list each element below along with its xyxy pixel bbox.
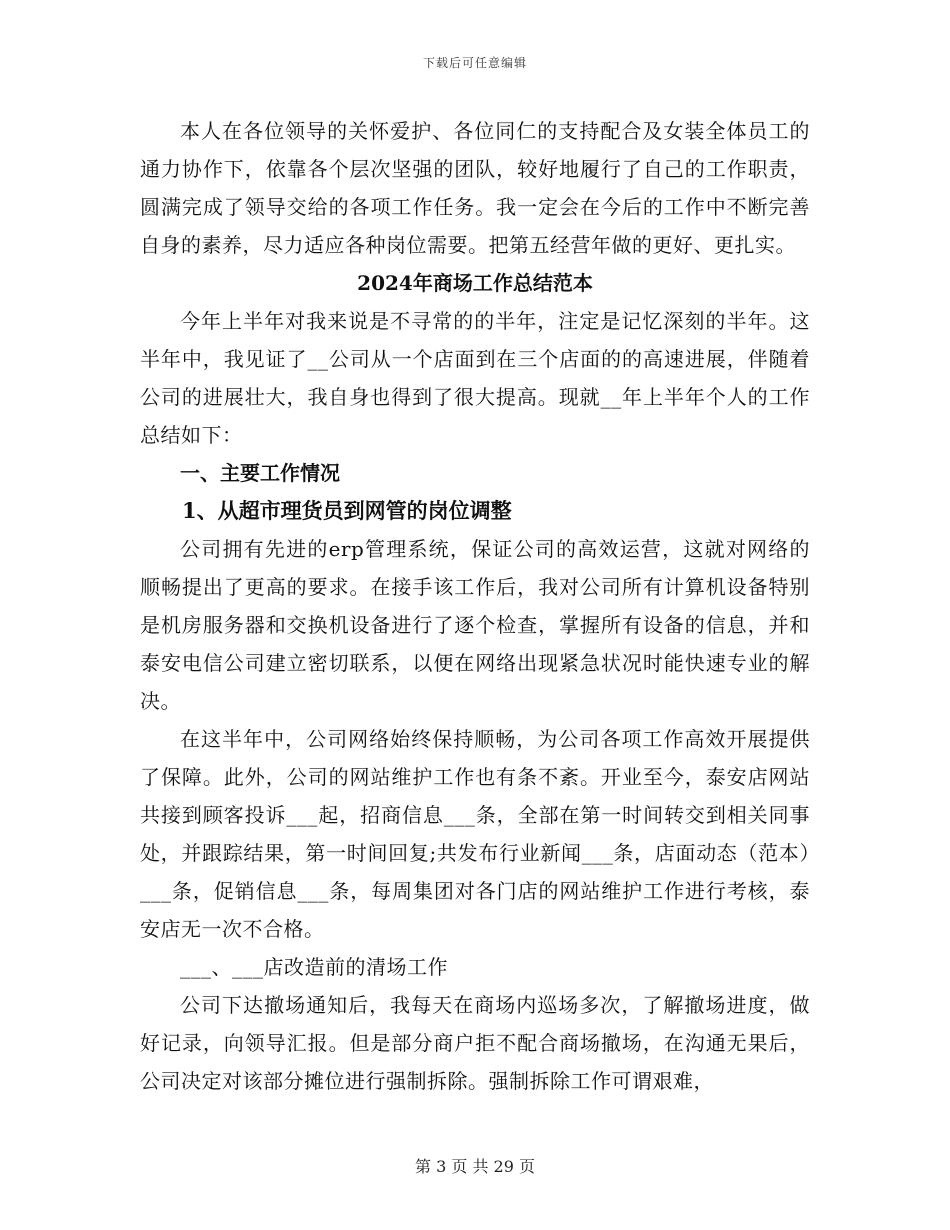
- header-note: 下载后可任意编辑: [422, 56, 527, 70]
- plain-heading: ___、___店改造前的清场工作: [180, 955, 448, 979]
- paragraph: 在这半年中，公司网络始终保持顺畅，为公司各项工作高效开展提供了保障。此外，公司的网站维护工作也有条不紊。开业至今，泰安店网站共接到顾客投诉___起，招商信息___条，全部在第一时间转交到相关同事处，并跟踪结果，第一时间回复;共发布行业新闻___条，店面动态（范本）___条，促销信息___条，每周集团对各门店的网站维护工作进行考核，泰安店无一次不合格。: [140, 727, 810, 941]
- paragraph: 今年上半年对我来说是不寻常的的半年，注定是记忆深刻的半年。这半年中，我见证了__公司从一个店面到在三个店面的的高速进展，伴随着公司的进展壮大，我自身也得到了很大提高。现就__年上半年个人的工作总结如下：: [140, 309, 810, 447]
- page-number: 第 3 页 共 29 页: [415, 1157, 535, 1176]
- paragraph: 公司拥有先进的erp管理系统，保证公司的高效运营，这就对网络的顺畅提出了更高的要求。在接手该工作后，我对公司所有计算机设备特别是机房服务器和交换机设备进行了逐个检查，掌握所有设备的信息，并和泰安电信公司建立密切联系，以便在网络出现紧急状况时能快速专业的解决。: [140, 537, 810, 713]
- intro-paragraph: 本人在各位领导的关怀爱护、各位同仁的支持配合及女装全体员工的通力协作下，依靠各个层次坚强的团队，较好地履行了自己的工作职责，圆满完成了领导交给的各项工作任务。我一定会在今后的工作中不断完善自身的素养，尽力适应各种岗位需要。把第五经营年做的更好、更扎实。: [140, 119, 810, 257]
- document-body: [140, 112, 810, 1100]
- document-title: 2024年商场工作总结范本: [357, 271, 593, 295]
- subsection-heading: 1、从超市理货员到网管的岗位调整: [182, 498, 512, 523]
- section-heading: 一、主要工作情况: [180, 461, 340, 485]
- paragraph: 公司下达撤场通知后，我每天在商场内巡场多次，了解撤场进度，做好记录，向领导汇报。但是部分商户拒不配合商场撤场，在沟通无果后，公司决定对该部分摊位进行强制拆除。强制拆除工作可谓艰难，: [140, 993, 810, 1093]
